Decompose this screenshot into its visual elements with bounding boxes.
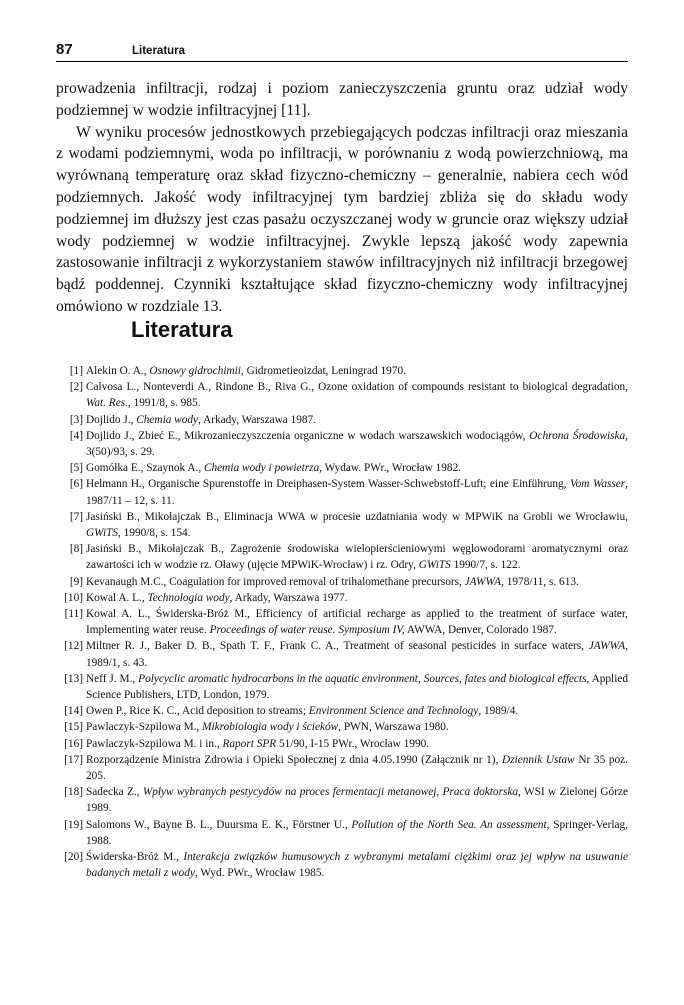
reference-text: WSI w Zielonej Górze 1989. [86,786,628,815]
reference-number: [8] [69,543,83,556]
reference-text: Salomons W., Bayne B. L., Duursma E. K., Förstner U., [86,818,352,831]
reference-text: Pawlaczyk-Szpilowa M. i in., [86,737,223,750]
reference-text: , Wydaw. PWr., Wrocław 1982. [319,462,462,475]
reference-item [56,784,628,816]
reference-title: GWiTS [418,559,451,572]
reference-item [56,428,628,460]
reference-item [56,752,628,784]
reference-text: Miltner R. J., Baker D. B., Spath T. F., Frank C. A., Treatment of seasonal pesticides in surface waters, [86,640,589,653]
reference-item [56,412,628,428]
reference-number: [11] [64,608,83,621]
reference-title: Raport SPR [222,737,277,750]
reference-text: , Wyd. PWr., Wrocław 1985. [194,867,325,880]
reference-item [56,671,628,703]
page-number: 87 [56,41,73,58]
reference-item [56,719,628,735]
reference-text: Dojlido J., [86,413,137,426]
reference-title: Proceedings of water reuse. Symposium IV, [209,624,405,637]
reference-item [56,638,628,670]
reference-item [56,606,628,638]
reference-number: [4] [69,429,83,442]
reference-text: Kowal A. L., Świderska-Bróż M., Efficiency of artificial recharge as applied to the treatment of surface water, Implementing water reuse. [86,608,628,637]
reference-text: 51/90, I-15 PWr., Wrocław 1990. [276,737,430,750]
reference-number: [10] [64,591,83,604]
reference-text: AWWA, Denver, Colorado 1987. [404,624,557,637]
paragraph: W wyniku procesów jednostkowych przebiegających podczas infiltracji oraz mieszania z wodami podziemnymi, woda po infiltracji, w porównaniu z wodą powierzchniową, ma wyrównaną temperaturę oraz skład fizyczno-chemiczny – generalnie, nabiera cech wód podziemnych. Jakość wody infiltracyjnej tym bardziej zbliża się do składu wody podziemnej im dłuższy jest czas pasażu oczyszczanej wody w gruncie oraz większy udział wody podziemnej w wodzie infiltracyjnej. Zwykle lepszą jakość wody zapewnia zastosowanie infiltracji z wykorzystaniem stawów infiltracyjnych niż infiltracji brzegowej bądź poddennej. Czynniki kształtujące skład fizyczno-chemiczny wody infiltracyjnej omówiono w rozdziale 13. [56,123,628,315]
reference-title: Dziennik Ustaw [502,753,575,766]
reference-title: Technologia wody [147,591,230,604]
reference-title: Osnowy gidrochimii [149,365,241,377]
reference-title: Chemia wody i powietrza [203,462,320,475]
reference-title: Environment Science and Technology [308,705,479,718]
reference-title: Mikrobiologia wody i ścieków [202,721,339,734]
reference-number: [13] [64,672,83,685]
reference-title: Chemia wody [136,413,199,426]
reference-item [56,460,628,476]
reference-text: Owen P., Rice K. C., Acid deposition to streams; [86,705,309,718]
reference-text: , 1987/11 – 12, s. 11. [86,478,628,507]
paragraph: prowadzenia infiltracji, rodzaj i poziom zanieczyszczenia gruntu oraz udział wody podziemnej w wodzie infiltracyjnej [11]. [56,80,628,119]
reference-text: Kowal A. L., [86,591,148,604]
reference-item [56,574,628,590]
reference-text: 1990/7, s. 122. [450,559,521,572]
reference-text: , 1989/4. [478,705,519,718]
reference-item [56,817,628,849]
reference-title: Pollution of the North Sea. An assessment [351,818,547,831]
reference-title: Interakcja związków humusowych z wybranymi metalami ciężkimi oraz jej wpływ na usuwanie badanych metali z wody [86,851,628,880]
reference-item [56,509,628,541]
reference-text: , Arkady, Warszawa 1977. [229,591,348,604]
reference-number: [17] [64,753,83,766]
running-title: Literatura [132,45,186,57]
reference-text: , 3(50)/93, s. 29. [86,429,629,459]
reference-text: , Springer-Verlag, 1988. [86,818,628,847]
reference-item [56,363,628,379]
reference-title: Wpływ wybranych pestycydów na proces fermentacji metanowej, Praca doktorska, [142,786,521,799]
reference-text: Gomółka E., Szaynok A., [86,462,204,475]
reference-number: [15] [64,721,83,734]
reference-text: Rozporządzenie Ministra Zdrowia i Opieki Społecznej z dnia 4.05.1990 (Załącznik nr 1), [86,753,503,766]
section-title: Literatura [131,317,233,342]
reference-text: Jasiński B., Mikołajczak B., Zagrożenie środowiska wielopierścieniowymi węglowodorami aromatycznymi oraz zawartości ich w wodzie rz. Oławy (ujęcie MPWiK-Wrocław) i rz. Odry, [86,543,628,572]
reference-title: GWiTS [86,527,119,540]
reference-text: , 1991/8, s. 985. [127,397,201,410]
reference-text: Alekin O. A., [86,365,150,377]
reference-text: Calvosa L., Nonteverdi A., Rindone B., Riva G., Ozone oxidation of compounds resistant to biological degradation, [86,381,628,394]
reference-number: [7] [69,510,83,523]
reference-number: [6] [69,478,83,491]
reference-number: [3] [69,413,83,426]
reference-text: Kevanaugh M.C., Coagulation for improved removal of trihalomethane precursors, [86,575,465,588]
reference-title: JAWWA [588,640,626,653]
reference-number: [1] [69,365,83,377]
reference-number: [5] [69,462,83,475]
reference-text: Dojlido J., Zbieć E., Mikrozanieczyszczenia organiczne w wodach warszawskich wodociągów, [86,429,530,442]
reference-item [56,541,628,573]
reference-item [56,379,628,411]
reference-list [56,363,628,882]
reference-item [56,703,628,719]
reference-text: Nr 35 poz. 205. [86,753,629,783]
reference-text: , Applied Science Publishers, LTD, London, 1979. [86,672,628,702]
reference-title: Ochrona Środowiska [529,429,626,442]
reference-number: [9] [69,575,83,588]
reference-text: Jasiński B., Mikołajczak B., Eliminacja WWA w procesie uzdatniania wody w MPWiK na Grobli we Wrocławiu, [86,510,628,523]
reference-text: , Gidrometieoizdat, Leningrad 1970. [240,365,406,377]
reference-title: JAWWA [464,575,502,588]
reference-text: Neff J. M., [86,672,139,685]
reference-number: [18] [64,786,83,799]
reference-number: [16] [64,737,83,750]
reference-item [56,849,628,881]
reference-title: Wat. Res. [86,397,128,410]
reference-text: , 1989/1, s. 43. [86,640,628,669]
reference-text: , PWN, Warszawa 1980. [338,721,449,734]
reference-item [56,476,628,508]
reference-text: Sadecka Z., [86,786,143,799]
running-header [56,41,628,62]
reference-text: Świderska-Bróż M., [86,851,184,864]
reference-item [56,736,628,752]
reference-number: [2] [69,381,83,394]
reference-text: Helmann H., Organische Spurenstoffe in Dreiphasen-System Wasser-Schwebstoff-Luft; eine Einführung, [86,478,570,491]
reference-title: Vom Wasser [570,478,626,491]
reference-number: [14] [64,705,83,718]
reference-text: , Arkady, Warszawa 1987. [198,413,317,426]
reference-number: [12] [64,640,83,653]
body-text [56,78,628,318]
reference-number: [20] [64,851,83,864]
reference-text: , 1978/11, s. 613. [501,575,579,588]
reference-text: Pawlaczyk-Szpilowa M., [86,721,203,734]
reference-number: [19] [64,818,83,831]
reference-title: Polycyclic aromatic hydrocarbons in the aquatic environment, Sources, fates and biological effects [138,672,587,685]
reference-item [56,590,628,606]
reference-text: , 1990/8, s. 154. [118,527,191,540]
